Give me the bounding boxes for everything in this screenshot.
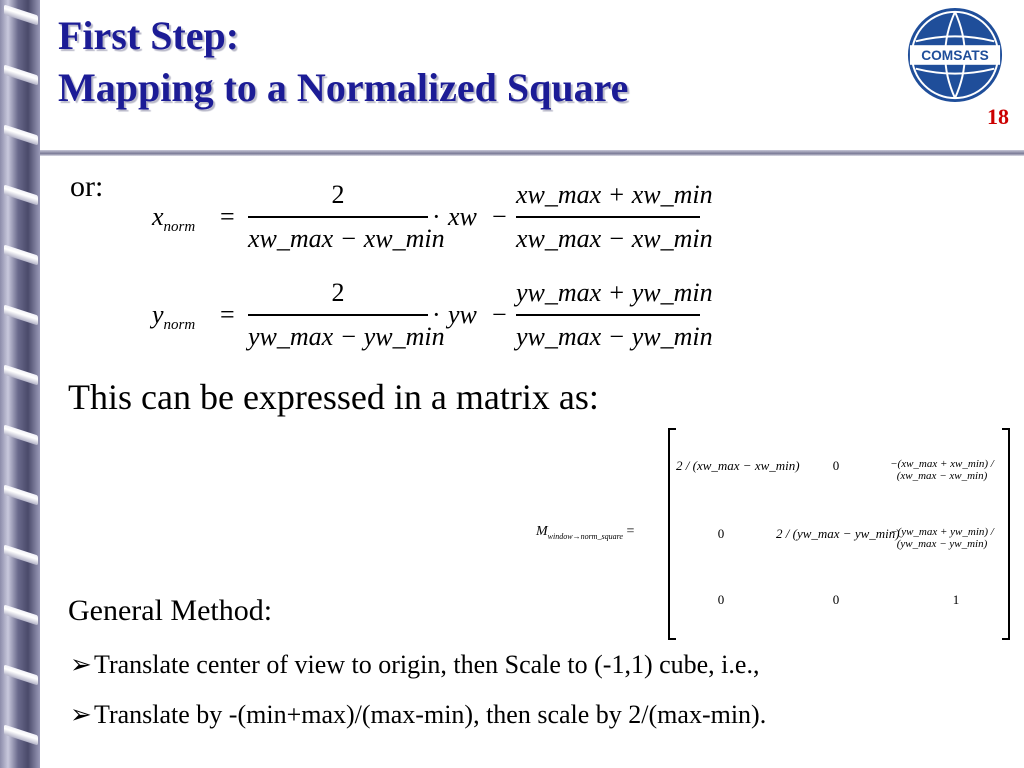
bullet-item	[70, 650, 759, 680]
fraction-bar	[516, 314, 700, 316]
binder-ring-icon	[4, 124, 38, 145]
matrix-cell-r1c1: 2 / (xw_max − xw_min)	[676, 458, 800, 473]
binder-ring-icon	[4, 364, 38, 385]
xw-term: xw	[448, 202, 477, 231]
bullet-text: Translate by -(min+max)/(max-min), then scale by 2/(max-min).	[94, 700, 767, 729]
binder-strip	[0, 0, 40, 768]
minus-sign: −	[492, 202, 507, 231]
bullet-item	[70, 700, 766, 730]
equals-sign: =	[220, 202, 235, 231]
equation-y	[150, 278, 713, 368]
fraction-bar	[516, 216, 700, 218]
slide-title	[58, 10, 628, 114]
title-line-1: First Step:	[58, 13, 240, 58]
title-line-2: Mapping to a Normalized Square	[58, 65, 629, 110]
offset-denominator: xw_max − xw_min	[516, 224, 713, 253]
matrix-intro-text: This can be expressed in a matrix as:	[68, 377, 599, 417]
equation-x	[150, 180, 713, 270]
bullet-text: Translate center of view to origin, then Scale to (-1,1) cube, i.e.,	[94, 650, 760, 679]
y-norm-var: $y_{norm}$	[152, 300, 196, 333]
fraction-bar	[248, 314, 428, 316]
binder-ring-icon	[4, 424, 38, 445]
logo-text: COMSATS	[921, 47, 989, 63]
binder-ring-icon	[4, 664, 38, 685]
minus-sign: −	[492, 300, 507, 329]
yw-term: yw	[448, 300, 477, 329]
equals-sign: =	[220, 300, 235, 329]
x-norm-var: $x_{norm}$	[152, 202, 196, 235]
dot-operator: ·	[432, 202, 441, 231]
title-divider	[40, 150, 1024, 156]
binder-ring-icon	[4, 184, 38, 205]
page-number: 18	[987, 104, 1009, 129]
matrix-cell-r1c2: 0	[832, 458, 840, 473]
matrix-cell-r3c3: 1	[952, 592, 960, 607]
matrix-cell-r3c1: 0	[717, 592, 725, 607]
offset-denominator: yw_max − yw_min	[516, 322, 713, 351]
matrix-cell-r3c2: 0	[832, 592, 840, 607]
coef-denominator: yw_max − yw_min	[248, 322, 445, 351]
binder-ring-icon	[4, 4, 38, 25]
matrix-cell-r1c3: −(xw_max + xw_min) / (xw_max − xw_min)	[890, 458, 994, 482]
matrix-cell-r2c1: 0	[717, 526, 725, 541]
matrix-label: $M_{window\to norm\_square}$ =	[536, 524, 635, 541]
fraction-bar	[248, 216, 428, 218]
offset-numerator: yw_max + yw_min	[516, 278, 713, 307]
binder-ring-icon	[4, 244, 38, 265]
left-bracket	[668, 428, 676, 640]
arrow-bullet-icon: ➢	[70, 700, 92, 729]
coef-denominator: xw_max − xw_min	[248, 224, 445, 253]
binder-ring-icon	[4, 604, 38, 625]
general-method-heading: General Method:	[68, 594, 273, 627]
offset-numerator: xw_max + xw_min	[516, 180, 713, 209]
binder-ring-icon	[4, 64, 38, 85]
binder-ring-icon	[4, 484, 38, 505]
right-bracket	[1002, 428, 1010, 640]
arrow-bullet-icon: ➢	[70, 650, 92, 679]
dot-operator: ·	[432, 300, 441, 329]
coef-numerator: 2	[331, 278, 345, 307]
binder-ring-icon	[4, 724, 38, 745]
transformation-matrix	[536, 428, 1016, 640]
coef-numerator: 2	[331, 180, 345, 209]
matrix-cell-r2c3: −(yw_max + yw_min) / (yw_max − yw_min)	[890, 526, 994, 550]
globe-logo-icon	[906, 6, 1004, 104]
binder-ring-icon	[4, 544, 38, 565]
binder-ring-icon	[4, 304, 38, 325]
or-label: or:	[70, 170, 104, 203]
matrix-cell-r2c2: 2 / (yw_max − yw_min)	[776, 526, 900, 541]
